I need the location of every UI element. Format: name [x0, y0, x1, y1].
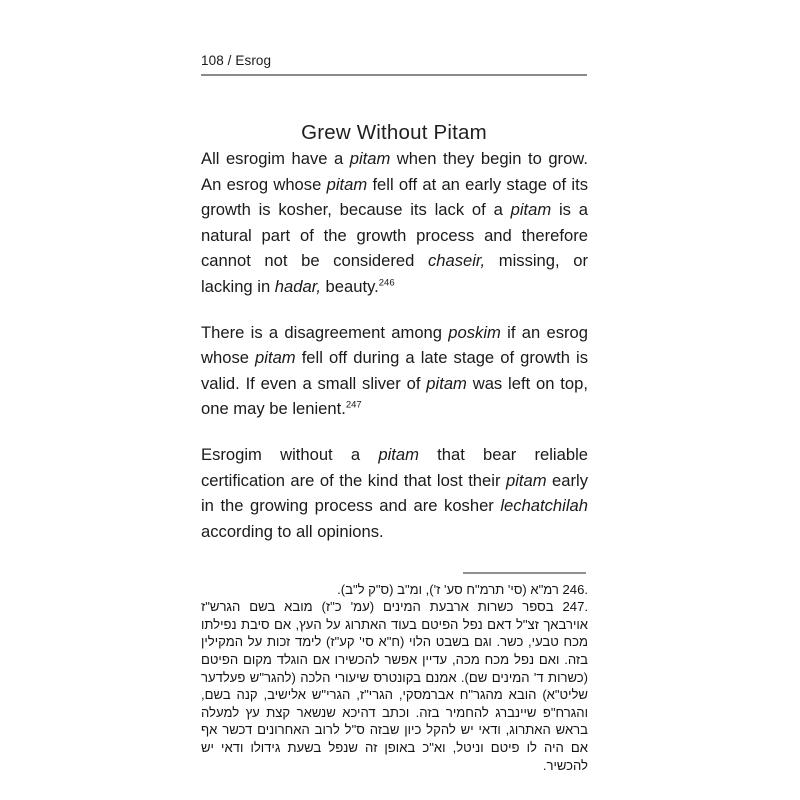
- page-header: [201, 52, 587, 76]
- paragraph-1: All esrogim have a pitam when they begin to grow. An esrog whose pitam fell off at an early stage of its growth is kosher, because its lack of a pitam is a natural part of the growth process and therefore cannot not be considered chaseir, missing, or lacking in hadar, beauty.$^{246}$: [201, 149, 588, 296]
- body-text: [201, 146, 588, 544]
- page-title: Grew Without Pitam: [301, 120, 487, 144]
- footnote-text: בספר כשרות ארבעת המינים (עמ' כ"ז) מובא בשם הגרש"ז אוירבאך זצ"ל דאם נפל הפיטם בעוד האתרוג על העץ, אם סיבת נפילתו מכח טבעי, כשר. וגם בשבט הלוי (ח"א סי' קע"ז) לימד זכות על המקילין בזה. ואם נפל מכח מכה, עדיין אפשר להכשירו אם הוגלד מקום הפיטם (כשרות ד' המינים שם). אמנם בקונטרס שיעורי הלכה (להגר"ש פעלדער שליט"א) הובא מהגר"ח אברמסקי, הגרי"ז, הגרי"ש אלישיב, קנה בשם, והגרח"פ שיינברג להחמיר בזה. וכתב דהיכא שנשאר קצת עץ למעלה בראש האתרוג, ודאי יש להקל כיון שבזה ס"ל לרוב האחרונים דכשר אף אם היה לו פיטם וניטל, וא"כ באופן זה שנפל בשעת גידולו ודאי יש להכשיר.: [201, 599, 588, 773]
- paragraph-3: Esrogim without a pitam that bear reliable certification are of the kind that lost their pitam early in the growing process and are kosher lechatchilah according to all opinions.: [201, 444, 589, 541]
- footnote-divider: [463, 572, 586, 574]
- header-divider: [201, 74, 587, 76]
- footnote-number: 246.: [562, 581, 588, 597]
- footnote-247: [201, 598, 588, 774]
- footnote-text: רמ"א (סי' תרמ"ח סע' ז'), ומ"ב (ס"ק ל"ב).: [337, 581, 559, 597]
- footnote-number: 247.: [562, 599, 588, 615]
- paragraph-2: There is a disagreement among poskim if an esrog whose pitam fell off during a late stage of growth is valid. If even a small sliver of pitam was left on top, one may be lenient.$^{247}$: [201, 322, 589, 419]
- footnote-246: [201, 581, 588, 599]
- footnote-list: [201, 581, 588, 775]
- footnote-section: [201, 572, 588, 774]
- running-head: 108 / Esrog: [201, 53, 272, 68]
